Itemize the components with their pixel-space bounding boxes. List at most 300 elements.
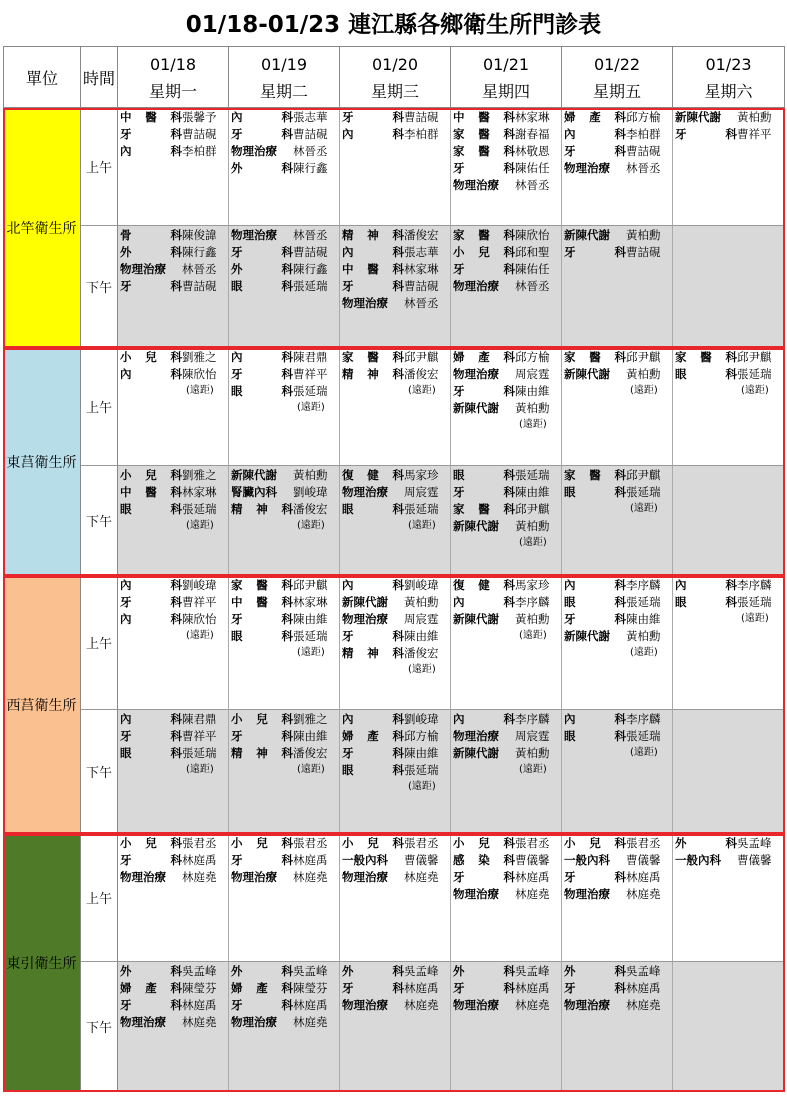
header-date: 01/23 — [705, 55, 752, 74]
clinic-entry — [120, 852, 228, 869]
department: 物理治療 — [342, 296, 388, 310]
department: 家 醫 科 — [453, 127, 515, 141]
clinic-entry — [120, 594, 228, 611]
remote-note: (遠距) — [297, 764, 325, 775]
department: 小 兒 科 — [453, 836, 515, 850]
department: 眼 科 — [564, 595, 626, 609]
clinic-entry — [342, 869, 450, 886]
department: 骨 科 — [120, 228, 182, 242]
doctor-name: 曹詰硯 — [293, 127, 328, 141]
clinic-entry — [564, 349, 672, 366]
schedule-slot — [118, 962, 229, 1092]
clinic-entry — [231, 278, 339, 295]
department: 新陳代謝 — [453, 612, 499, 626]
department: 中 醫 科 — [342, 262, 404, 276]
clinic-entry — [342, 366, 450, 383]
department: 外 科 — [453, 964, 515, 978]
schedule-slot — [451, 226, 562, 348]
clinic-entry — [564, 366, 672, 383]
schedule-slot — [229, 710, 340, 834]
doctor-name: 張延瑞 — [626, 595, 661, 609]
schedule-slot — [562, 710, 673, 834]
department: 小 兒 科 — [120, 836, 182, 850]
doctor-name: 曹祥平 — [293, 367, 328, 381]
clinic-entry — [342, 484, 450, 501]
header-date: 01/22 — [593, 55, 641, 74]
doctor-name: 李柏群 — [404, 127, 439, 141]
header-weekday: 星期六 — [704, 82, 753, 101]
doctor-name: 李序麟 — [515, 712, 550, 726]
clinic-entry — [231, 126, 339, 143]
doctor-name: 陳俊諱 — [182, 228, 217, 242]
schedule-slot — [229, 226, 340, 348]
schedule-slot — [562, 962, 673, 1092]
department: 眼 科 — [453, 468, 515, 482]
doctor-name: 黃柏勳 — [515, 519, 550, 533]
schedule-slot — [562, 108, 673, 226]
schedule-slot — [673, 466, 785, 576]
remote-note: (遠距) — [297, 520, 325, 531]
clinic-entry — [453, 886, 561, 903]
clinic-entry — [231, 980, 339, 997]
schedule-slot — [340, 710, 451, 834]
department: 婦 產 科 — [342, 729, 404, 743]
doctor-name: 曹詰硯 — [626, 245, 661, 259]
department: 牙 科 — [342, 746, 404, 760]
clinic-entry — [342, 745, 450, 762]
clinic-entry — [564, 852, 672, 869]
department: 新陳代謝 — [564, 367, 610, 381]
doctor-name: 吳孟峰 — [737, 836, 772, 850]
department: 外 科 — [120, 964, 182, 978]
department: 小 兒 科 — [231, 712, 293, 726]
remote-note: (遠距) — [297, 647, 325, 658]
doctor-name: 陳由維 — [404, 746, 439, 760]
department: 物理治療 — [231, 228, 277, 242]
header-weekday: 星期一 — [148, 82, 197, 101]
doctor-name: 林庭禹 — [293, 853, 328, 867]
header-date: 01/18 — [149, 55, 197, 74]
department: 婦 產 科 — [564, 110, 626, 124]
doctor-name: 林家琳 — [404, 262, 439, 276]
department: 牙 科 — [231, 612, 293, 626]
clinic-entry — [120, 980, 228, 997]
department: 外 科 — [342, 964, 404, 978]
doctor-name: 張馨予 — [182, 110, 217, 124]
schedule-slot — [118, 108, 229, 226]
department: 牙 科 — [564, 245, 626, 259]
department: 內 科 — [120, 144, 182, 158]
department: 中 醫 科 — [120, 485, 182, 499]
doctor-name: 陳欣怡 — [182, 612, 217, 626]
clinic-entry — [231, 745, 339, 762]
header-day — [118, 46, 229, 108]
schedule-slot — [118, 348, 229, 466]
department: 家 醫 科 — [453, 144, 515, 158]
doctor-name: 張君丞 — [626, 836, 661, 850]
header-date: 01/19 — [260, 55, 308, 74]
doctor-name: 張延瑞 — [182, 502, 217, 516]
department: 牙 科 — [564, 612, 626, 626]
doctor-name: 陳由維 — [293, 729, 328, 743]
clinic-entry — [342, 835, 450, 852]
schedule-slot — [673, 348, 785, 466]
doctor-name: 張延瑞 — [293, 629, 328, 643]
doctor-name: 李序麟 — [737, 578, 772, 592]
department: 物理治療 — [342, 485, 388, 499]
doctor-name: 林庭堯 — [293, 1015, 328, 1029]
clinic-entry — [120, 611, 228, 628]
department: 牙 科 — [120, 595, 182, 609]
doctor-name: 林庭堯 — [404, 998, 439, 1012]
clinic-entry — [231, 467, 339, 484]
department: 物理治療 — [453, 998, 499, 1012]
clinic-entry — [120, 126, 228, 143]
doctor-name: 林晉丞 — [404, 296, 439, 310]
clinic-entry — [453, 467, 561, 484]
clinic-entry — [342, 628, 450, 645]
department: 內 科 — [342, 712, 404, 726]
department: 外 科 — [120, 245, 182, 259]
doctor-name: 李柏群 — [626, 127, 661, 141]
department: 精 神 科 — [342, 228, 404, 242]
schedule-slot — [340, 466, 451, 576]
doctor-name: 周宸霆 — [404, 612, 439, 626]
department: 中 醫 科 — [120, 110, 182, 124]
clinic-entry — [453, 852, 561, 869]
clinic-entry — [342, 261, 450, 278]
doctor-name: 張延瑞 — [404, 763, 439, 777]
doctor-name: 黃柏勳 — [737, 110, 772, 124]
doctor-name: 林晉丞 — [293, 144, 328, 158]
schedule-slot — [451, 576, 562, 710]
doctor-name: 劉雅之 — [182, 468, 217, 482]
department: 小 兒 科 — [120, 350, 182, 364]
department: 精 神 科 — [231, 746, 293, 760]
header-weekday: 星期二 — [259, 82, 308, 101]
clinic-entry — [564, 484, 672, 501]
department: 牙 科 — [120, 729, 182, 743]
doctor-name: 張君丞 — [293, 836, 328, 850]
department: 物理治療 — [453, 178, 499, 192]
clinic-entry — [342, 126, 450, 143]
department: 物理治療 — [342, 998, 388, 1012]
department: 復 健 科 — [342, 468, 404, 482]
doctor-name: 林庭禹 — [404, 981, 439, 995]
remote-note: (遠距) — [519, 764, 547, 775]
clinic-entry — [675, 835, 784, 852]
doctor-name: 黃柏勳 — [515, 612, 550, 626]
department: 新陳代謝 — [564, 629, 610, 643]
department: 內 科 — [342, 578, 404, 592]
clinic-entry — [675, 109, 784, 126]
doctor-name: 曹詰硯 — [404, 279, 439, 293]
clinic-entry — [342, 852, 450, 869]
schedule-slot — [451, 108, 562, 226]
schedule-slot — [562, 226, 673, 348]
clinic-entry — [564, 594, 672, 611]
doctor-name: 林庭禹 — [626, 870, 661, 884]
department: 感 染 科 — [453, 853, 515, 867]
clinic-name: 東引衛生所 — [3, 834, 81, 1092]
clinic-entry — [120, 869, 228, 886]
clinic-entry — [564, 244, 672, 261]
time-am: 上午 — [81, 834, 118, 962]
schedule-slot — [118, 710, 229, 834]
clinic-entry — [675, 366, 784, 383]
clinic-entry — [453, 109, 561, 126]
department: 牙 科 — [453, 161, 515, 175]
doctor-name: 林晉丞 — [515, 279, 550, 293]
clinic-entry — [120, 745, 228, 762]
header-day — [673, 46, 785, 108]
clinic-entry — [564, 997, 672, 1014]
department: 物理治療 — [453, 279, 499, 293]
department: 外 科 — [564, 964, 626, 978]
clinic-entry — [675, 577, 784, 594]
department: 新陳代謝 — [564, 228, 610, 242]
department: 家 醫 科 — [564, 468, 626, 482]
department: 小 兒 科 — [453, 245, 515, 259]
department: 物理治療 — [453, 887, 499, 901]
doctor-name: 劉峻瑋 — [404, 578, 439, 592]
clinic-entry — [342, 594, 450, 611]
department: 物理治療 — [453, 367, 499, 381]
doctor-name: 潘俊宏 — [404, 646, 439, 660]
schedule-slot — [673, 576, 785, 710]
doctor-name: 謝春福 — [515, 127, 550, 141]
department: 牙 科 — [231, 245, 293, 259]
clinic-entry — [453, 366, 561, 383]
department: 眼 科 — [342, 502, 404, 516]
clinic-entry — [453, 611, 561, 628]
clinic-entry — [342, 980, 450, 997]
doctor-name: 曹詰硯 — [182, 127, 217, 141]
department: 內 科 — [120, 612, 182, 626]
department: 牙 科 — [120, 998, 182, 1012]
clinic-entry — [564, 628, 672, 645]
doctor-name: 黃柏勳 — [626, 228, 661, 242]
doctor-name: 馬家珍 — [404, 468, 439, 482]
doctor-name: 林庭堯 — [626, 887, 661, 901]
doctor-name: 陳行鑫 — [182, 245, 217, 259]
department: 物理治療 — [231, 1015, 277, 1029]
doctor-name: 陳由維 — [404, 629, 439, 643]
schedule-slot — [229, 466, 340, 576]
schedule-slot — [340, 348, 451, 466]
doctor-name: 林庭禹 — [626, 981, 661, 995]
doctor-name: 曹儀馨 — [515, 853, 550, 867]
remote-note: (遠距) — [519, 419, 547, 430]
header-weekday: 星期四 — [481, 82, 530, 101]
clinic-entry — [564, 126, 672, 143]
doctor-name: 曹祥平 — [182, 595, 217, 609]
clinic-entry — [564, 577, 672, 594]
schedule-slot — [340, 576, 451, 710]
doctor-name: 林庭堯 — [293, 870, 328, 884]
department: 小 兒 科 — [564, 836, 626, 850]
schedule-slot — [340, 108, 451, 226]
clinic-entry — [231, 594, 339, 611]
clinic-entry — [453, 227, 561, 244]
department: 新陳代謝 — [675, 110, 721, 124]
clinic-entry — [231, 577, 339, 594]
clinic-entry — [453, 278, 561, 295]
doctor-name: 邱尹麒 — [626, 350, 661, 364]
doctor-name: 黃柏勳 — [626, 367, 661, 381]
header-day — [451, 46, 562, 108]
doctor-name: 黃柏勳 — [515, 746, 550, 760]
clinic-entry — [231, 160, 339, 177]
clinic-entry — [120, 501, 228, 518]
clinic-entry — [342, 109, 450, 126]
schedule-slot — [340, 962, 451, 1092]
clinic-entry — [231, 109, 339, 126]
clinic-entry — [564, 728, 672, 745]
clinic-entry — [453, 997, 561, 1014]
clinic-entry — [453, 963, 561, 980]
doctor-name: 林庭禹 — [182, 853, 217, 867]
department: 物理治療 — [564, 998, 610, 1012]
doctor-name: 陳欣怡 — [515, 228, 550, 242]
doctor-name: 曹詰硯 — [182, 279, 217, 293]
department: 牙 科 — [453, 981, 515, 995]
clinic-entry — [564, 835, 672, 852]
time-pm: 下午 — [81, 466, 118, 576]
doctor-name: 邱尹麒 — [737, 350, 772, 364]
clinic-entry — [675, 852, 784, 869]
clinic-entry — [342, 501, 450, 518]
clinic-entry — [453, 126, 561, 143]
clinic-entry — [453, 177, 561, 194]
doctor-name: 張君丞 — [182, 836, 217, 850]
remote-note: (遠距) — [630, 647, 658, 658]
schedule-slot — [451, 834, 562, 962]
schedule-slot — [451, 962, 562, 1092]
doctor-name: 陳由維 — [515, 485, 550, 499]
doctor-name: 陳欣怡 — [182, 367, 217, 381]
doctor-name: 潘俊宏 — [293, 746, 328, 760]
department: 小 兒 科 — [120, 468, 182, 482]
doctor-name: 黃柏勳 — [515, 401, 550, 415]
doctor-name: 陳瑩芬 — [293, 981, 328, 995]
department: 內 科 — [453, 595, 515, 609]
department: 物理治療 — [231, 870, 277, 884]
doctor-name: 林庭堯 — [515, 887, 550, 901]
department: 眼 科 — [564, 729, 626, 743]
clinic-entry — [453, 383, 561, 400]
doctor-name: 張志華 — [293, 110, 328, 124]
doctor-name: 陳由維 — [515, 384, 550, 398]
schedule-slot — [229, 962, 340, 1092]
department: 婦 產 科 — [120, 981, 182, 995]
doctor-name: 張延瑞 — [515, 468, 550, 482]
doctor-name: 林庭堯 — [626, 998, 661, 1012]
clinic-entry — [342, 997, 450, 1014]
clinic-entry — [120, 577, 228, 594]
clinic-entry — [564, 227, 672, 244]
doctor-name: 陳行鑫 — [293, 161, 328, 175]
department: 物理治療 — [564, 887, 610, 901]
doctor-name: 張君丞 — [515, 836, 550, 850]
clinic-entry — [231, 835, 339, 852]
doctor-name: 曹詰硯 — [626, 144, 661, 158]
department: 牙 科 — [342, 279, 404, 293]
doctor-name: 邱方榆 — [626, 110, 661, 124]
remote-note: (遠距) — [408, 781, 436, 792]
header-date: 01/20 — [371, 55, 419, 74]
department: 眼 科 — [120, 746, 182, 760]
department: 家 醫 科 — [564, 350, 626, 364]
remote-note: (遠距) — [186, 385, 214, 396]
clinic-entry — [120, 467, 228, 484]
doctor-name: 曹儀馨 — [404, 853, 439, 867]
department: 外 科 — [231, 964, 293, 978]
remote-note: (遠距) — [630, 747, 658, 758]
department: 牙 科 — [453, 870, 515, 884]
clinic-entry — [453, 160, 561, 177]
doctor-name: 張延瑞 — [626, 485, 661, 499]
department: 物理治療 — [453, 729, 499, 743]
doctor-name: 黃柏勳 — [626, 629, 661, 643]
department: 內 科 — [342, 245, 404, 259]
doctor-name: 潘俊宏 — [293, 502, 328, 516]
clinic-entry — [120, 711, 228, 728]
clinic-entry — [120, 143, 228, 160]
clinic-entry — [342, 728, 450, 745]
clinic-entry — [342, 611, 450, 628]
clinic-entry — [453, 349, 561, 366]
department: 物理治療 — [564, 161, 610, 175]
clinic-entry — [453, 835, 561, 852]
clinic-entry — [120, 997, 228, 1014]
department: 家 醫 科 — [231, 578, 293, 592]
schedule-slot — [340, 834, 451, 962]
remote-note: (遠距) — [519, 537, 547, 548]
doctor-name: 劉峻瑋 — [182, 578, 217, 592]
doctor-name: 曹詰硯 — [293, 245, 328, 259]
schedule-slot — [118, 466, 229, 576]
remote-note: (遠距) — [186, 520, 214, 531]
schedule-slot — [118, 226, 229, 348]
header-day — [340, 46, 451, 108]
doctor-name: 吳孟峰 — [404, 964, 439, 978]
department: 牙 科 — [231, 367, 293, 381]
department: 復 健 科 — [453, 578, 515, 592]
clinic-entry — [453, 577, 561, 594]
doctor-name: 陳佑任 — [515, 262, 550, 276]
department: 牙 科 — [120, 853, 182, 867]
page-title: 01/18-01/23 連江縣各鄉衛生所門診表 — [185, 12, 602, 38]
department: 一般內科 — [342, 853, 388, 867]
clinic-entry — [564, 143, 672, 160]
department: 外 科 — [231, 262, 293, 276]
department: 家 醫 科 — [453, 502, 515, 516]
doctor-name: 邱尹麒 — [404, 350, 439, 364]
schedule-slot — [673, 962, 785, 1092]
clinic-entry — [120, 835, 228, 852]
department: 內 科 — [564, 127, 626, 141]
department: 眼 科 — [342, 763, 404, 777]
doctor-name: 周宸霆 — [404, 485, 439, 499]
department: 物理治療 — [342, 870, 388, 884]
header-day — [229, 46, 340, 108]
department: 腎臟內科 — [231, 485, 277, 499]
clinic-entry — [453, 244, 561, 261]
clinic-entry — [231, 1014, 339, 1031]
clinic-entry — [453, 745, 561, 762]
clinic-entry — [120, 728, 228, 745]
